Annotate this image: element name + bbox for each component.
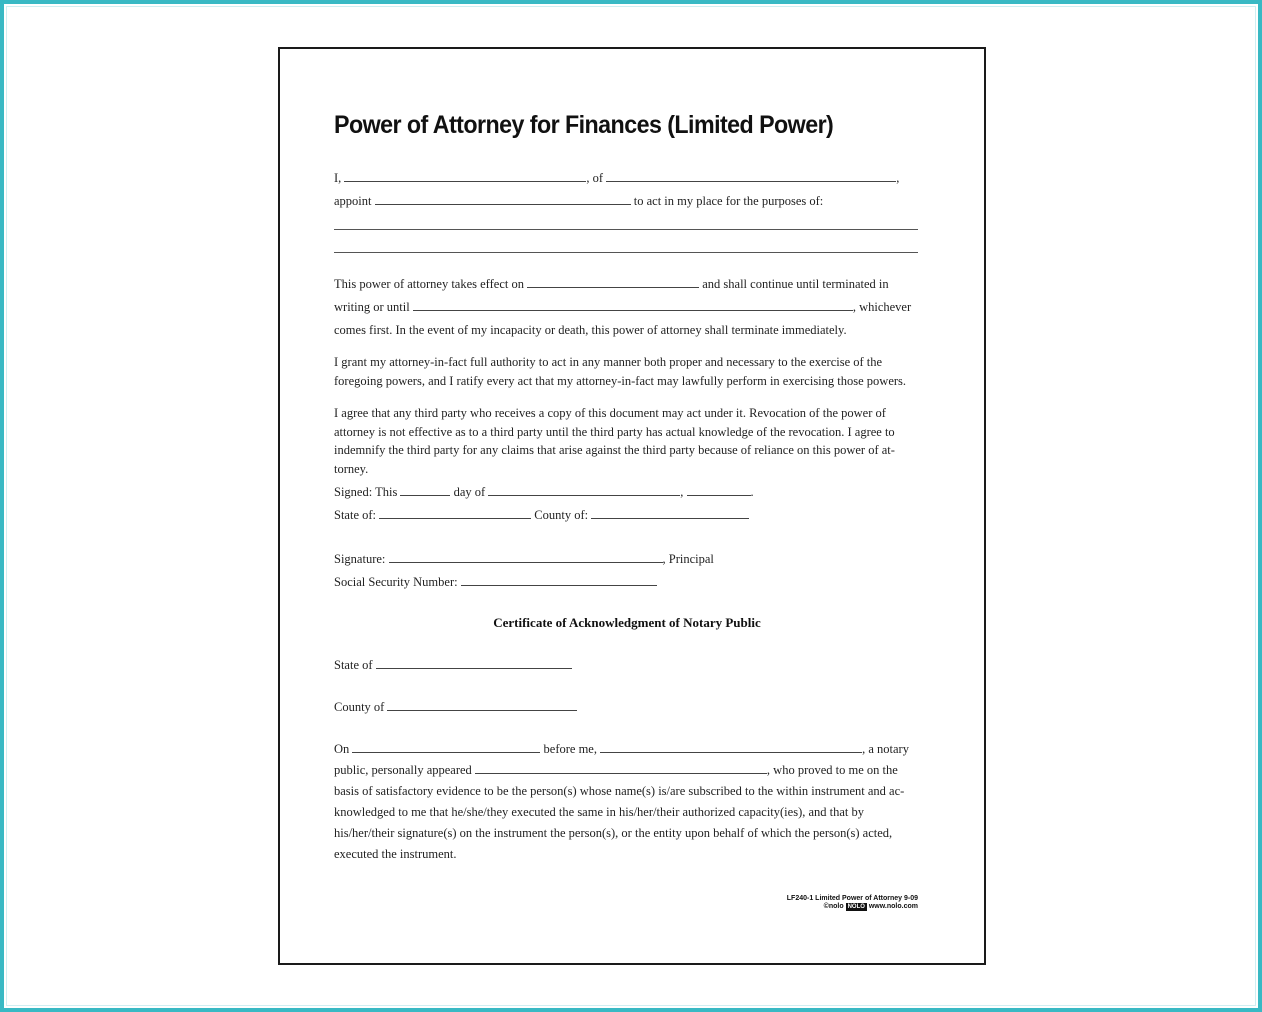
signed-month-field[interactable] <box>488 484 680 496</box>
effect-line-1: This power of attorney takes effect on and shall continue until terminated in <box>334 277 889 291</box>
ssn-line: Social Security Number: <box>334 574 657 590</box>
state-field[interactable] <box>379 507 531 519</box>
grant-paragraph: I grant my attorney-in-fact full authority to act in any manner both proper and necessary to the exercise of the foregoing powers, and I ratify every act that my attorney-in-fact may lawfully perform in exercising those powers. <box>334 355 907 388</box>
form-code: LF240-1 Limited Power of Attorney 9-09 <box>786 895 918 902</box>
publisher-line: ©nolo NOLO www.nolo.com <box>823 903 918 910</box>
attorney-name-field[interactable] <box>375 193 631 205</box>
notary-state-line: State of <box>334 657 572 673</box>
notary-county-line: County of <box>334 699 577 715</box>
signature-field[interactable] <box>389 551 663 563</box>
purpose-line-2[interactable] <box>334 252 918 253</box>
notary-name-field[interactable] <box>600 741 862 753</box>
notary-county-field[interactable] <box>387 699 577 711</box>
appeared-person-field[interactable] <box>475 762 767 774</box>
appoint-line: appoint to act in my place for the purposes of: <box>334 194 824 208</box>
principal-line: I, , of , <box>334 171 900 185</box>
notary-date-field[interactable] <box>352 741 540 753</box>
notary-paragraph: basis of satisfactory evidence to be the person(s) whose name(s) is/are subscribed to the within instrument and ac-knowledged to me that he/she/they executed the same in his/her/their authorized capacity(ies), and that by his/her/their signature(s) on the instrument the person(s), or the entity upon behalf of which the person(s) acted, executed the instrument. <box>334 784 905 861</box>
signed-line: Signed: This day of , . <box>334 485 754 499</box>
nolo-logo-badge: NOLO <box>847 904 865 910</box>
page-title: Power of Attorney for Finances (Limited Power) <box>334 111 834 139</box>
notary-appeared-line: public, personally appeared , who proved to me on the <box>334 763 898 777</box>
effect-line-2: writing or until , whichever <box>334 300 912 314</box>
effect-line-3: comes first. In the event of my incapacity or death, this power of attorney shall terminate immediately. <box>334 323 847 337</box>
purpose-line-1[interactable] <box>334 229 918 230</box>
signed-year-field[interactable] <box>687 484 751 496</box>
form-footer <box>787 895 918 911</box>
notary-on-line: On before me, , a notary <box>334 742 909 756</box>
state-county-line: State of: County of: <box>334 507 749 523</box>
effective-date-field[interactable] <box>527 276 699 288</box>
document-page <box>278 47 986 965</box>
county-field[interactable] <box>591 507 749 519</box>
certificate-heading: Certificate of Acknowledgment of Notary Public <box>493 615 761 630</box>
notary-state-field[interactable] <box>376 657 572 669</box>
principal-name-field[interactable] <box>344 170 586 182</box>
termination-date-field[interactable] <box>413 299 853 311</box>
signed-day-field[interactable] <box>400 484 450 496</box>
ssn-field[interactable] <box>461 574 657 586</box>
third-party-paragraph: I agree that any third party who receives a copy of this document may act under it. Revocation of the power of attorney is not effective as to a third party until the third party has actual knowledge of the revocation. I agree to indemnify the third party for any claims that arise against the third party because of reliance on this power of at-torney. <box>334 406 895 476</box>
principal-address-field[interactable] <box>606 170 896 182</box>
signature-line: Signature: , Principal <box>334 552 714 566</box>
publisher-url: www.nolo.com <box>868 903 918 910</box>
